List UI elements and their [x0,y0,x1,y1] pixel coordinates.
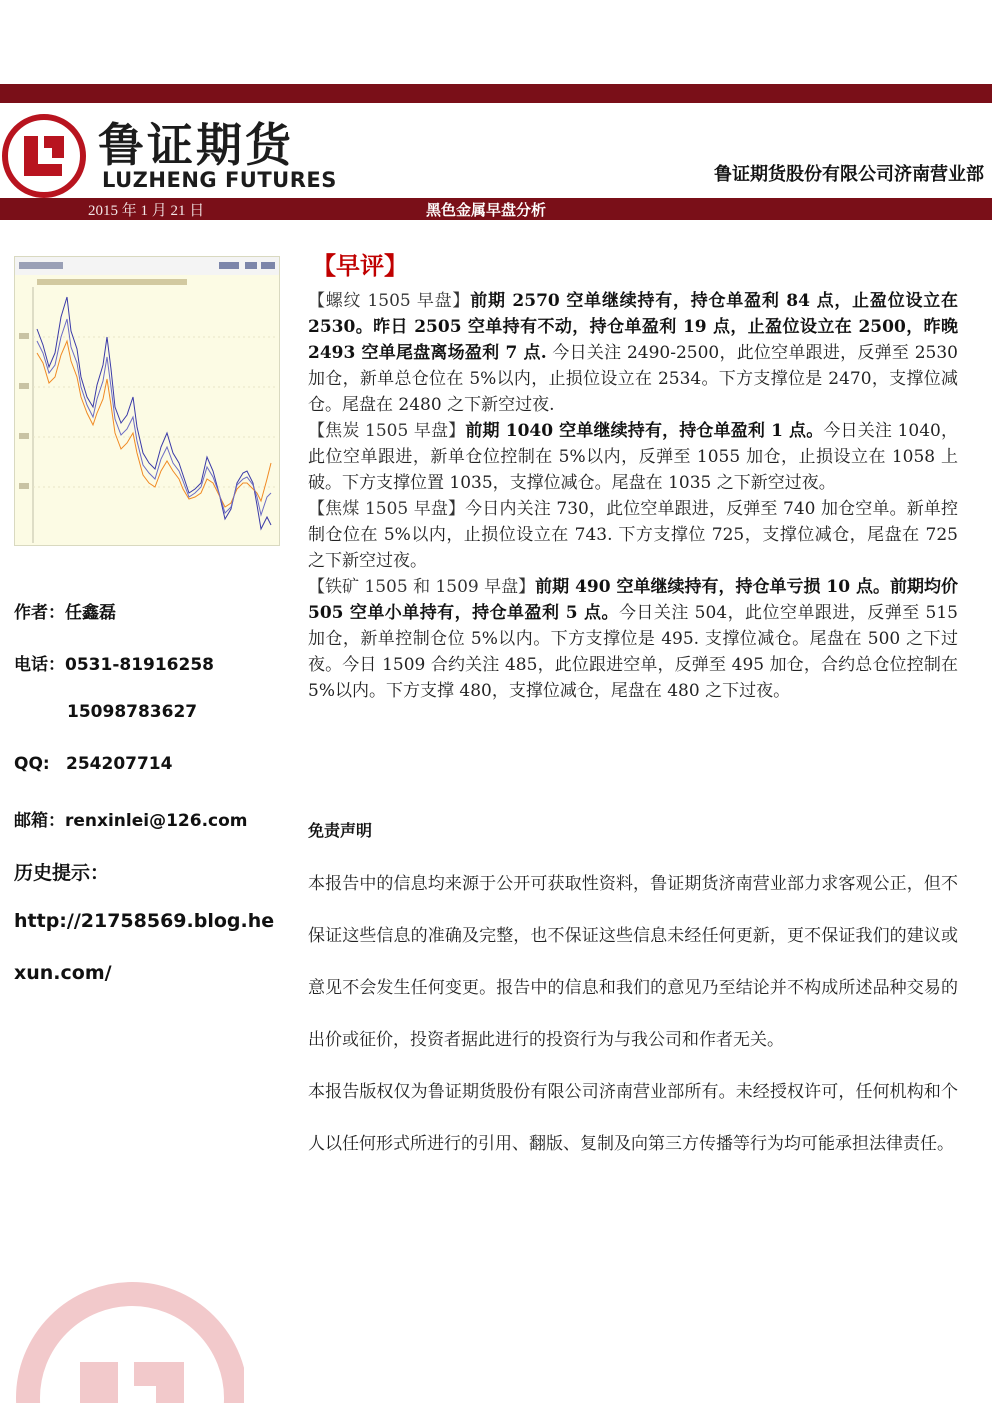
rebar-bold-text: 前期 2570 空单继续持有，持仓单盈利 84 点，止盈位设立在 2530。昨日 2505 空单持有不动，持仓单盈利 19 点，止盈位设立在 2500，昨晚 2493 空单尾盘离场盈利 7 点. [308,291,958,363]
email-line [14,806,248,831]
iron-ore-bold-text: 前期 490 空单继续持有，持仓单亏损 10 点。前期均价 505 空单小单持有，持仓单盈利 5 点。 [308,577,958,623]
coking-coal-tag: 【焦煤 1505 早盘】 [308,499,466,519]
iron-ore-tag: 【铁矿 1505 和 1509 早盘】 [308,577,536,597]
luzheng-logo-icon [2,114,86,198]
disclaimer-paragraph-1: 本报告中的信息均来源于公开可获取性资料，鲁证期货济南营业部力求客观公正，但不保证这些信息的准确及完整，也不保证这些信息未经任何更新，更不保证我们的建议或意见不会发生任何变更。报告中的信息和我们的意见乃至结论并不构成所述品种交易的出价或征价，投资者据此进行的投资行为与我公司和作者无关。 [308,874,958,1050]
logo-chinese-name: 鲁证期货 [98,118,294,172]
review-paragraph-coking-coal [308,496,958,574]
disclaimer-body [308,858,958,1170]
review-paragraph-rebar [308,288,958,418]
review-paragraph-iron-ore [308,574,958,704]
price-chart-drawing [15,257,279,545]
qq-label: QQ: [14,754,50,774]
top-color-bar [0,84,992,103]
phone-label: 电话： [14,655,65,675]
rebar-tag: 【螺纹 1505 早盘】 [308,291,471,311]
review-body [308,288,958,704]
company-name: 鲁证期货股份有限公司济南营业部 [714,164,984,185]
blog-url-line-1[interactable]: http://21758569.blog.he [14,910,275,932]
coke-bold-text: 前期 1040 空单继续持有，持仓单盈利 1 点。 [465,421,824,441]
review-paragraph-coke [308,418,958,496]
iron-ore-text: 今日关注 504，此位空单跟进，反弹至 515 加仓，新单控制仓位 5%以内。下方支撑位是 495. 支撑位减仓。尾盘在 500 之下过夜。今日 1509 合约关注 485，此位跟进空单，反弹至 495 加仓，合约总仓位控制在 5%以内。下方支撑 480，支撑位减仓，尾盘在 480 之下过夜。 [308,603,958,701]
report-date: 2015 年 1 月 21 日 [88,203,205,219]
phone-number-1: 0531-81916258 [65,655,214,675]
logo-english-name: LUZHENG FUTURES [102,168,337,192]
author-line [14,598,116,623]
coking-coal-text: 今日内关注 730，此位空单跟进，反弹至 740 加仓空单。新单控制仓位在 5%以内，止损位设立在 743. 下方支撑位 725，支撑位减仓，尾盘在 725 之下新空过夜。 [308,499,958,571]
report-subtitle: 黑色金属早盘分析 [426,201,547,219]
logo-watermark-icon [14,1270,244,1403]
history-label: 历史提示： [14,862,110,884]
author-label: 作者： [14,603,65,623]
qq-number: 254207714 [66,754,173,774]
phone-number-2: 15098783627 [67,702,198,722]
review-heading: 【早评】 [312,252,408,280]
coke-text: 今日关注 1040，此位空单跟进，新单仓位控制在 5%以内，反弹至 1055 加仓，止损设立在 1058 上破。下方支撑位置 1035，支撑位减仓。尾盘在 1035 之下新空过夜。 [308,421,958,493]
blog-url-line-2[interactable]: xun.com/ [14,962,112,984]
price-chart-image [14,256,280,546]
disclaimer-title: 免责声明 [308,821,373,840]
author-name: 任鑫磊 [65,603,116,623]
phone-line [14,650,214,675]
qq-line [14,754,172,774]
email-label: 邮箱： [14,811,65,831]
rebar-text: 今日关注 2490-2500，此位空单跟进，反弹至 2530 加仓，新单总仓位在 5%以内，止损位设立在 2534。下方支撑位是 2470，支撑位减仓。尾盘在 2480 之下新空过夜. [308,343,958,415]
coke-tag: 【焦炭 1505 早盘】 [308,421,466,441]
email-address[interactable]: renxinlei@126.com [65,811,248,831]
disclaimer-paragraph-2: 本报告版权仅为鲁证期货股份有限公司济南营业部所有。未经授权许可，任何机构和个人以任何形式所进行的引用、翻版、复制及向第三方传播等行为均可能承担法律责任。 [308,1082,958,1154]
